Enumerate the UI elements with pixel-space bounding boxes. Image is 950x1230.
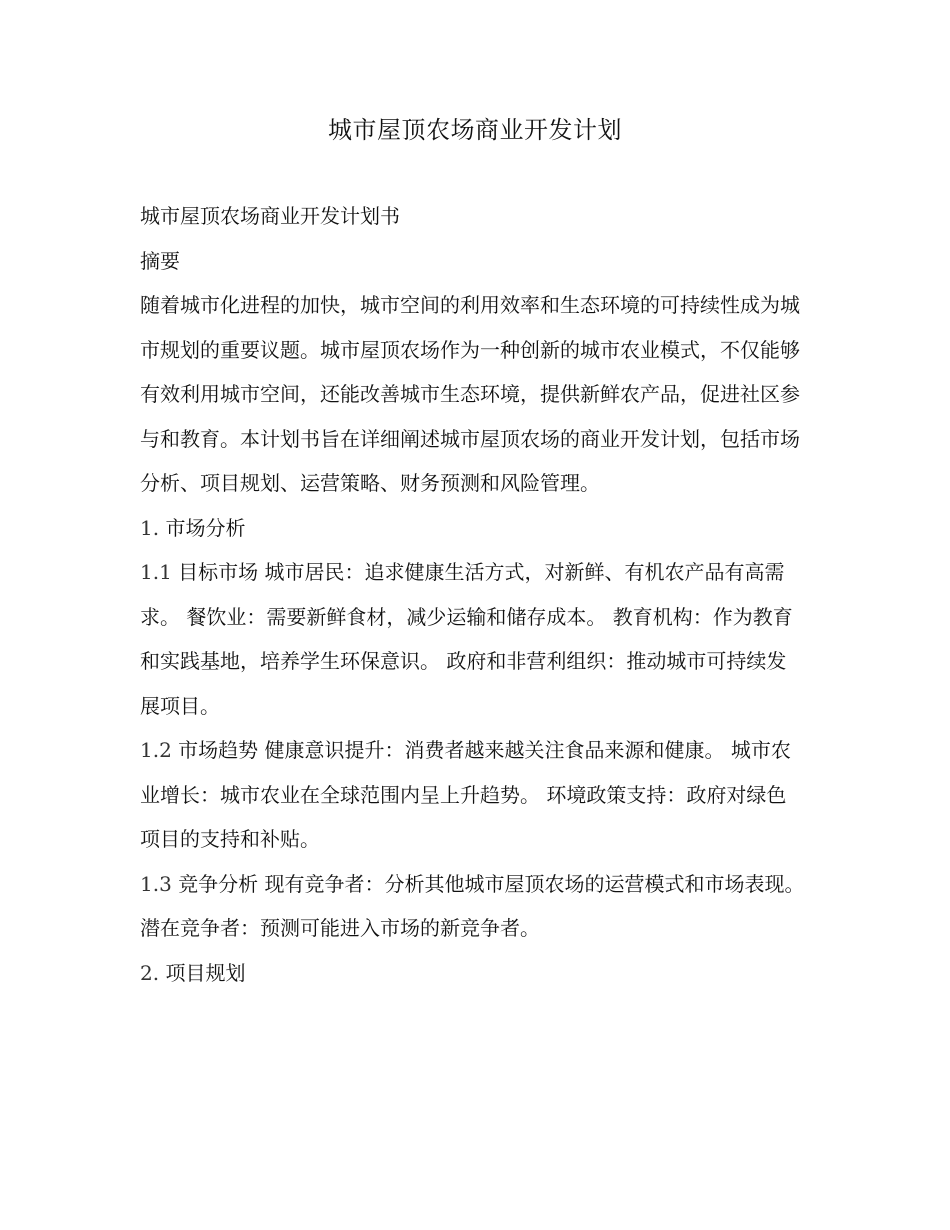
section-text: 市场趋势 健康意识提升：消费者越来越关注食品来源和健康。 城市农业增长：城市农业在全球范围内呈上升趋势。 环境政策支持：政府对绿色项目的支持和补贴。 xyxy=(140,738,791,851)
section-paragraph-1-2 xyxy=(140,728,805,862)
section-paragraph-1-3 xyxy=(140,862,805,951)
section-text: 目标市场 城市居民：追求健康生活方式，对新鲜、有机农产品有高需求。 餐饮业：需要新鲜食材，减少运输和储存成本。 教育机构：作为教育和实践基地，培养学生环保意识。 政府和非营利组织：推动城市可持续发展项目。 xyxy=(140,560,793,718)
section-number: 1.2 xyxy=(140,738,179,762)
document-body xyxy=(140,194,805,995)
abstract-paragraph: 随着城市化进程的加快，城市空间的利用效率和生态环境的可持续性成为城市规划的重要议题。城市屋顶农场作为一种创新的城市农业模式，不仅能够有效利用城市空间，还能改善城市生态环境，提供新鲜农产品，促进社区参与和教育。本计划书旨在详细阐述城市屋顶农场的商业开发计划，包括市场分析、项目规划、运营策略、财务预测和风险管理。 xyxy=(140,293,800,495)
abstract-heading: 摘要 xyxy=(140,248,180,273)
document-subtitle: 城市屋顶农场商业开发计划书 xyxy=(140,204,400,228)
section-number: 1.3 xyxy=(140,871,179,896)
section-text: 竞争分析 现有竞争者：分析其他城市屋顶农场的运营模式和市场表现。 潜在竞争者：预测可能进入市场的新竞争者。 xyxy=(140,871,805,940)
section-number: 1. xyxy=(140,515,166,540)
section-heading-2 xyxy=(140,951,805,996)
section-number: 1.1 xyxy=(140,560,179,584)
section-number: 2. xyxy=(140,960,166,985)
section-title: 项目规划 xyxy=(165,960,246,985)
section-heading-1 xyxy=(140,506,805,551)
document-title: 城市屋顶农场商业开发计划 xyxy=(328,116,622,144)
section-title: 市场分析 xyxy=(165,515,246,540)
section-paragraph-1-1 xyxy=(140,550,805,728)
